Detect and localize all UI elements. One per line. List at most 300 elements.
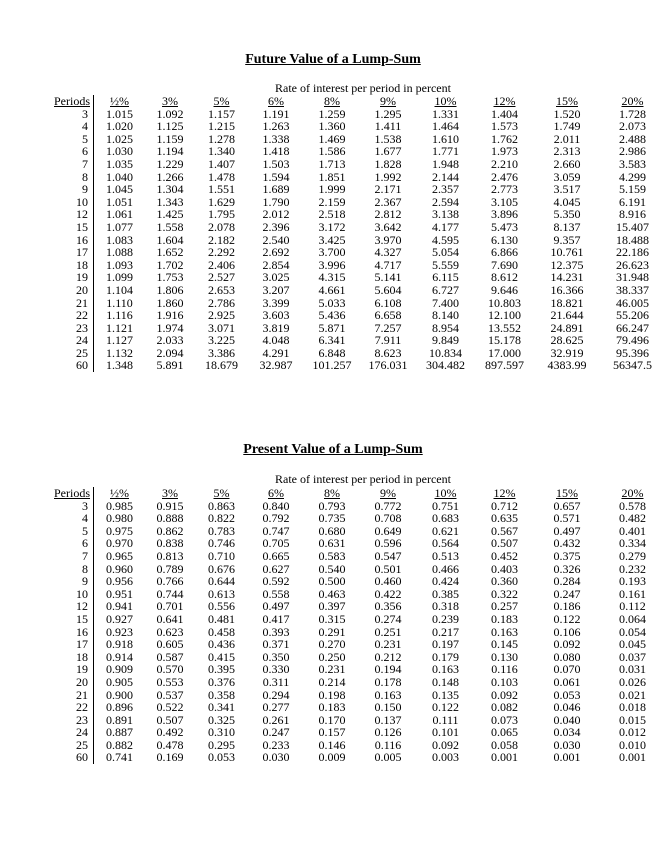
- table-cell: 0.558: [262, 586, 290, 601]
- table-cell: 1.083: [106, 232, 133, 247]
- future-value-subtitle: Rate of interest per period in percent: [275, 81, 451, 95]
- table-cell: 6.848: [318, 345, 346, 360]
- table-cell: 1.418: [262, 144, 290, 159]
- table-cell: 0.054: [619, 624, 646, 639]
- table-cell: 0.277: [262, 700, 290, 715]
- table-cell: 0.960: [106, 561, 133, 576]
- table-cell: 0.822: [208, 511, 235, 526]
- table-cell: 2.078: [208, 219, 235, 234]
- table-cell: 0.540: [318, 561, 346, 576]
- table-cell: 1.974: [156, 320, 184, 335]
- table-cell: 0.183: [318, 700, 346, 715]
- table-cell: 0.478: [156, 737, 184, 752]
- table-cell: 1.194: [156, 144, 184, 159]
- table-cell: 0.592: [262, 574, 290, 589]
- period-label: 7: [54, 550, 94, 563]
- table-cell: 0.026: [619, 674, 646, 689]
- table-cell: 0.179: [432, 649, 459, 664]
- table-cell: 0.463: [318, 586, 346, 601]
- table-cell: 8.954: [432, 320, 459, 335]
- table-cell: 0.194: [374, 662, 402, 677]
- table-cell: 7.400: [432, 295, 459, 310]
- table-cell: 0.746: [208, 536, 235, 551]
- table-cell: 46.005: [616, 295, 649, 310]
- table-cell: 4.595: [432, 232, 459, 247]
- table-cell: 3.517: [553, 182, 581, 197]
- rate-header: 6%: [268, 486, 284, 500]
- table-cell: 2.357: [432, 182, 459, 197]
- table-cell: 0.401: [619, 523, 646, 538]
- table-cell: 0.284: [553, 574, 581, 589]
- table-cell: 1.407: [208, 156, 235, 171]
- periods-header: Periods: [54, 95, 94, 108]
- table-cell: 2.925: [208, 308, 235, 323]
- table-cell: 0.424: [432, 574, 459, 589]
- table-cell: 4.717: [374, 257, 402, 272]
- period-label: 6: [54, 537, 94, 550]
- table-cell: 0.621: [432, 523, 459, 538]
- table-cell: 2.540: [262, 232, 290, 247]
- table-cell: 2.692: [262, 245, 290, 260]
- table-cell: 2.171: [374, 182, 402, 197]
- table-cell: 0.458: [208, 624, 235, 639]
- table-cell: 0.896: [106, 700, 133, 715]
- table-cell: 2.476: [491, 169, 518, 184]
- table-cell: 0.497: [553, 523, 581, 538]
- table-cell: 0.092: [432, 737, 459, 752]
- table-cell: 38.337: [616, 282, 649, 297]
- table-cell: 1.762: [491, 131, 518, 146]
- table-cell: 0.623: [156, 624, 184, 639]
- table-cell: 0.003: [432, 750, 459, 765]
- table-cell: 0.941: [106, 599, 133, 614]
- table-cell: 0.766: [156, 574, 184, 589]
- future-value-table: [54, 95, 665, 372]
- table-cell: 0.030: [553, 737, 581, 752]
- table-cell: 2.653: [208, 282, 235, 297]
- period-label: 3: [54, 500, 94, 513]
- period-label: 24: [54, 334, 94, 347]
- table-cell: 0.146: [318, 737, 346, 752]
- rate-header: 20%: [621, 94, 644, 108]
- period-label: 9: [54, 183, 94, 196]
- table-cell: 1.030: [106, 144, 133, 159]
- table-cell: 8.612: [491, 270, 518, 285]
- table-cell: 0.747: [262, 523, 290, 538]
- table-cell: 1.604: [156, 232, 184, 247]
- table-cell: 0.106: [553, 624, 581, 639]
- table-cell: 1.999: [318, 182, 346, 197]
- table-cell: 0.326: [553, 561, 581, 576]
- table-cell: 0.710: [208, 548, 235, 563]
- table-cell: 15.407: [616, 219, 649, 234]
- table-cell: 8.140: [432, 308, 459, 323]
- table-cell: 3.207: [262, 282, 290, 297]
- table-cell: 0.500: [318, 574, 346, 589]
- table-cell: 0.985: [106, 498, 133, 513]
- table-cell: 4.177: [432, 219, 459, 234]
- table-cell: 0.214: [318, 674, 346, 689]
- table-cell: 5.159: [619, 182, 646, 197]
- table-cell: 0.294: [262, 687, 290, 702]
- table-cell: 1.728: [619, 106, 646, 121]
- rate-header: 8%: [324, 94, 340, 108]
- table-cell: 15.178: [488, 333, 521, 348]
- table-cell: 1.020: [106, 119, 133, 134]
- table-cell: 0.965: [106, 548, 133, 563]
- table-cell: 0.251: [374, 624, 402, 639]
- table-cell: 2.488: [619, 131, 646, 146]
- table-cell: 0.507: [491, 536, 518, 551]
- table-cell: 0.122: [553, 611, 581, 626]
- table-cell: 1.116: [106, 308, 133, 323]
- rate-header: 5%: [213, 486, 230, 500]
- table-cell: 0.092: [553, 637, 581, 652]
- table-cell: 0.053: [208, 750, 235, 765]
- table-cell: 0.376: [208, 674, 235, 689]
- table-cell: 1.652: [156, 245, 184, 260]
- period-label: 25: [54, 347, 94, 360]
- table-cell: 1.051: [106, 194, 133, 209]
- table-cell: 0.001: [491, 750, 518, 765]
- table-cell: 0.371: [262, 637, 290, 652]
- rate-header: 12%: [493, 486, 516, 500]
- table-cell: 0.021: [619, 687, 646, 702]
- table-cell: 6.130: [491, 232, 518, 247]
- table-cell: 0.356: [374, 599, 402, 614]
- rate-header: 6%: [268, 94, 284, 108]
- rate-header: 12%: [493, 94, 516, 108]
- rate-header: 15%: [556, 94, 578, 108]
- table-cell: 3.583: [619, 156, 646, 171]
- table-cell: 1.713: [318, 156, 346, 171]
- table-cell: 0.631: [318, 536, 346, 551]
- table-cell: 6.191: [619, 194, 646, 209]
- table-cell: 2.518: [318, 207, 346, 222]
- table-cell: 0.571: [553, 511, 581, 526]
- table-cell: 2.292: [208, 245, 235, 260]
- table-cell: 0.065: [491, 725, 518, 740]
- period-label: 20: [54, 676, 94, 689]
- rate-header: ½%: [110, 486, 129, 500]
- table-cell: 0.150: [374, 700, 402, 715]
- table-cell: 9.849: [432, 333, 459, 348]
- table-cell: 0.135: [432, 687, 459, 702]
- table-cell: 1.860: [156, 295, 184, 310]
- table-cell: 3.642: [374, 219, 402, 234]
- table-cell: 0.596: [374, 536, 402, 551]
- table-cell: 0.751: [432, 498, 459, 513]
- table-cell: 3.996: [318, 257, 346, 272]
- table-cell: 2.210: [491, 156, 518, 171]
- table-cell: 3.425: [318, 232, 346, 247]
- table-cell: 0.270: [318, 637, 346, 652]
- table-cell: 2.182: [208, 232, 235, 247]
- table-cell: 0.956: [106, 574, 133, 589]
- table-cell: 2.594: [432, 194, 459, 209]
- table-cell: 0.295: [208, 737, 235, 752]
- table-cell: 6.727: [432, 282, 459, 297]
- table-cell: 0.010: [619, 737, 646, 752]
- table-cell: 2.812: [374, 207, 402, 222]
- table-cell: 0.970: [106, 536, 133, 551]
- table-cell: 0.116: [374, 737, 402, 752]
- table-cell: 7.690: [491, 257, 518, 272]
- table-cell: 0.744: [156, 586, 184, 601]
- table-cell: 0.112: [619, 599, 646, 614]
- table-cell: 0.680: [318, 523, 346, 538]
- table-cell: 3.172: [318, 219, 346, 234]
- table-cell: 1.331: [432, 106, 459, 121]
- table-cell: 1.551: [208, 182, 235, 197]
- table-cell: 0.914: [106, 649, 133, 664]
- table-cell: 1.520: [553, 106, 581, 121]
- table-cell: 5.436: [318, 308, 346, 323]
- table-cell: 0.605: [156, 637, 184, 652]
- table-cell: 0.507: [156, 712, 184, 727]
- table-cell: 1.464: [432, 119, 459, 134]
- table-cell: 5.141: [374, 270, 402, 285]
- table-cell: 1.586: [318, 144, 346, 159]
- table-cell: 22.186: [616, 245, 649, 260]
- table-cell: 5.891: [156, 358, 184, 373]
- table-cell: 2.094: [156, 345, 184, 360]
- table-cell: 2.406: [208, 257, 235, 272]
- table-cell: 3.059: [553, 169, 581, 184]
- table-cell: 18.488: [616, 232, 649, 247]
- table-cell: 0.417: [262, 611, 290, 626]
- table-cell: 0.064: [619, 611, 646, 626]
- table-cell: 17.000: [488, 345, 521, 360]
- table-cell: 0.567: [491, 523, 518, 538]
- table-cell: 0.310: [208, 725, 235, 740]
- table-cell: 0.556: [208, 599, 235, 614]
- table-cell: 0.103: [491, 674, 518, 689]
- table-cell: 0.161: [619, 586, 646, 601]
- table-cell: 0.247: [553, 586, 581, 601]
- table-cell: 16.366: [550, 282, 584, 297]
- table-cell: 3.225: [208, 333, 235, 348]
- table-cell: 0.157: [318, 725, 346, 740]
- table-cell: 0.570: [156, 662, 184, 677]
- table-cell: 0.789: [156, 561, 184, 576]
- table-cell: 1.348: [106, 358, 133, 373]
- table-cell: 21.644: [550, 308, 584, 323]
- table-cell: 1.278: [208, 131, 235, 146]
- table-cell: 6.108: [374, 295, 402, 310]
- period-label: 12: [54, 208, 94, 221]
- table-cell: 0.116: [491, 662, 518, 677]
- table-cell: 0.318: [432, 599, 459, 614]
- table-cell: 0.001: [553, 750, 581, 765]
- period-label: 16: [54, 626, 94, 639]
- period-label: 16: [54, 234, 94, 247]
- table-cell: 0.951: [106, 586, 133, 601]
- table-cell: 0.415: [208, 649, 235, 664]
- period-label: 8: [54, 171, 94, 184]
- table-cell: 0.122: [432, 700, 459, 715]
- table-cell: 0.501: [374, 561, 402, 576]
- table-cell: 0.046: [553, 700, 581, 715]
- table-cell: 2.367: [374, 194, 402, 209]
- table-cell: 0.741: [106, 750, 133, 765]
- table-cell: 0.040: [553, 712, 581, 727]
- table-cell: 0.034: [553, 725, 581, 740]
- table-cell: 2.773: [491, 182, 518, 197]
- table-cell: 0.813: [156, 548, 184, 563]
- table-cell: 3.819: [262, 320, 290, 335]
- table-cell: 0.231: [318, 662, 346, 677]
- period-label: 21: [54, 689, 94, 702]
- table-cell: 0.183: [491, 611, 518, 626]
- table-cell: 0.233: [262, 737, 290, 752]
- period-label: 15: [54, 613, 94, 626]
- rate-header: 20%: [621, 486, 644, 500]
- table-cell: 4.299: [619, 169, 646, 184]
- table-cell: 0.657: [553, 498, 581, 513]
- table-cell: 1.229: [156, 156, 184, 171]
- table-cell: 0.627: [262, 561, 290, 576]
- table-cell: 0.341: [208, 700, 235, 715]
- table-cell: 0.009: [318, 750, 346, 765]
- table-cell: 0.403: [491, 561, 518, 576]
- table-cell: 0.092: [491, 687, 518, 702]
- table-cell: 6.115: [432, 270, 459, 285]
- table-cell: 1.215: [208, 119, 235, 134]
- table-cell: 1.538: [374, 131, 402, 146]
- table-cell: 6.341: [318, 333, 346, 348]
- table-cell: 0.393: [262, 624, 290, 639]
- rate-header: 10%: [434, 486, 457, 500]
- table-cell: 0.452: [491, 548, 518, 563]
- table-cell: 1.338: [262, 131, 290, 146]
- table-cell: 0.330: [262, 662, 290, 677]
- table-cell: 0.578: [619, 498, 646, 513]
- table-cell: 0.838: [156, 536, 184, 551]
- table-cell: 2.033: [156, 333, 184, 348]
- table-cell: 0.915: [156, 498, 184, 513]
- table-cell: 3.700: [318, 245, 346, 260]
- period-label: 10: [54, 588, 94, 601]
- table-cell: 1.295: [374, 106, 402, 121]
- period-label: 15: [54, 221, 94, 234]
- table-cell: 0.482: [619, 511, 646, 526]
- table-cell: 0.909: [106, 662, 133, 677]
- table-cell: 3.896: [491, 207, 518, 222]
- table-cell: 12.100: [488, 308, 521, 323]
- table-cell: 0.012: [619, 725, 646, 740]
- table-cell: 0.481: [208, 611, 235, 626]
- period-label: 24: [54, 726, 94, 739]
- table-cell: 0.862: [156, 523, 184, 538]
- table-cell: 4.048: [262, 333, 290, 348]
- table-cell: 1.973: [491, 144, 518, 159]
- table-cell: 31.948: [616, 270, 649, 285]
- table-cell: 0.360: [491, 574, 518, 589]
- table-cell: 0.163: [491, 624, 518, 639]
- table-cell: 0.358: [208, 687, 235, 702]
- table-cell: 1.040: [106, 169, 133, 184]
- table-cell: 1.425: [156, 207, 184, 222]
- table-cell: 0.705: [262, 536, 290, 551]
- table-cell: 2.012: [262, 207, 290, 222]
- rate-header: 8%: [324, 486, 340, 500]
- table-cell: 1.916: [156, 308, 184, 323]
- table-cell: 1.088: [106, 245, 133, 260]
- table-cell: 0.772: [374, 498, 402, 513]
- period-label: 12: [54, 600, 94, 613]
- table-cell: 0.257: [491, 599, 518, 614]
- table-cell: 0.641: [156, 611, 184, 626]
- table-cell: 0.644: [208, 574, 235, 589]
- table-cell: 1.503: [262, 156, 290, 171]
- table-cell: 32.919: [550, 345, 584, 360]
- table-cell: 1.948: [432, 156, 459, 171]
- table-cell: 0.863: [208, 498, 235, 513]
- table-cell: 4.315: [318, 270, 346, 285]
- table-cell: 26.623: [616, 257, 649, 272]
- table-cell: 0.015: [619, 712, 646, 727]
- period-label: 23: [54, 322, 94, 335]
- table-cell: 0.375: [553, 548, 581, 563]
- table-cell: 4.291: [262, 345, 290, 360]
- table-cell: 0.923: [106, 624, 133, 639]
- table-cell: 0.325: [208, 712, 235, 727]
- table-cell: 0.178: [374, 674, 402, 689]
- table-cell: 4383.99: [547, 358, 587, 373]
- table-cell: 8.623: [374, 345, 402, 360]
- table-cell: 1.469: [318, 131, 346, 146]
- table-cell: 0.058: [491, 737, 518, 752]
- table-cell: 0.170: [318, 712, 346, 727]
- table-cell: 3.970: [374, 232, 402, 247]
- table-cell: 0.492: [156, 725, 184, 740]
- table-cell: 2.159: [318, 194, 346, 209]
- table-cell: 0.793: [318, 498, 346, 513]
- table-cell: 2.986: [619, 144, 646, 159]
- table-cell: 2.660: [553, 156, 581, 171]
- table-cell: 0.905: [106, 674, 133, 689]
- table-cell: 1.015: [106, 106, 133, 121]
- table-cell: 10.761: [550, 245, 584, 260]
- table-cell: 1.478: [208, 169, 235, 184]
- table-cell: 0.587: [156, 649, 184, 664]
- table-cell: 0.553: [156, 674, 184, 689]
- table-cell: 0.137: [374, 712, 402, 727]
- table-cell: 0.649: [374, 523, 402, 538]
- table-cell: 0.635: [491, 511, 518, 526]
- period-label: 22: [54, 309, 94, 322]
- table-cell: 0.882: [106, 737, 133, 752]
- table-cell: 0.547: [374, 548, 402, 563]
- table-cell: 55.206: [616, 308, 649, 323]
- table-cell: 2.144: [432, 169, 459, 184]
- period-label: 20: [54, 284, 94, 297]
- period-label: 60: [54, 751, 94, 764]
- table-cell: 3.138: [432, 207, 459, 222]
- table-cell: 1.159: [156, 131, 184, 146]
- table-cell: 5.054: [432, 245, 459, 260]
- table-cell: 0.111: [432, 712, 459, 727]
- table-cell: 1.157: [208, 106, 235, 121]
- table-cell: 0.197: [432, 637, 459, 652]
- table-cell: 1.558: [156, 219, 184, 234]
- table-cell: 7.257: [374, 320, 402, 335]
- table-cell: 0.061: [553, 674, 581, 689]
- present-value-title: Present Value of a Lump-Sum: [243, 442, 423, 457]
- period-label: 18: [54, 259, 94, 272]
- table-cell: 3.071: [208, 320, 235, 335]
